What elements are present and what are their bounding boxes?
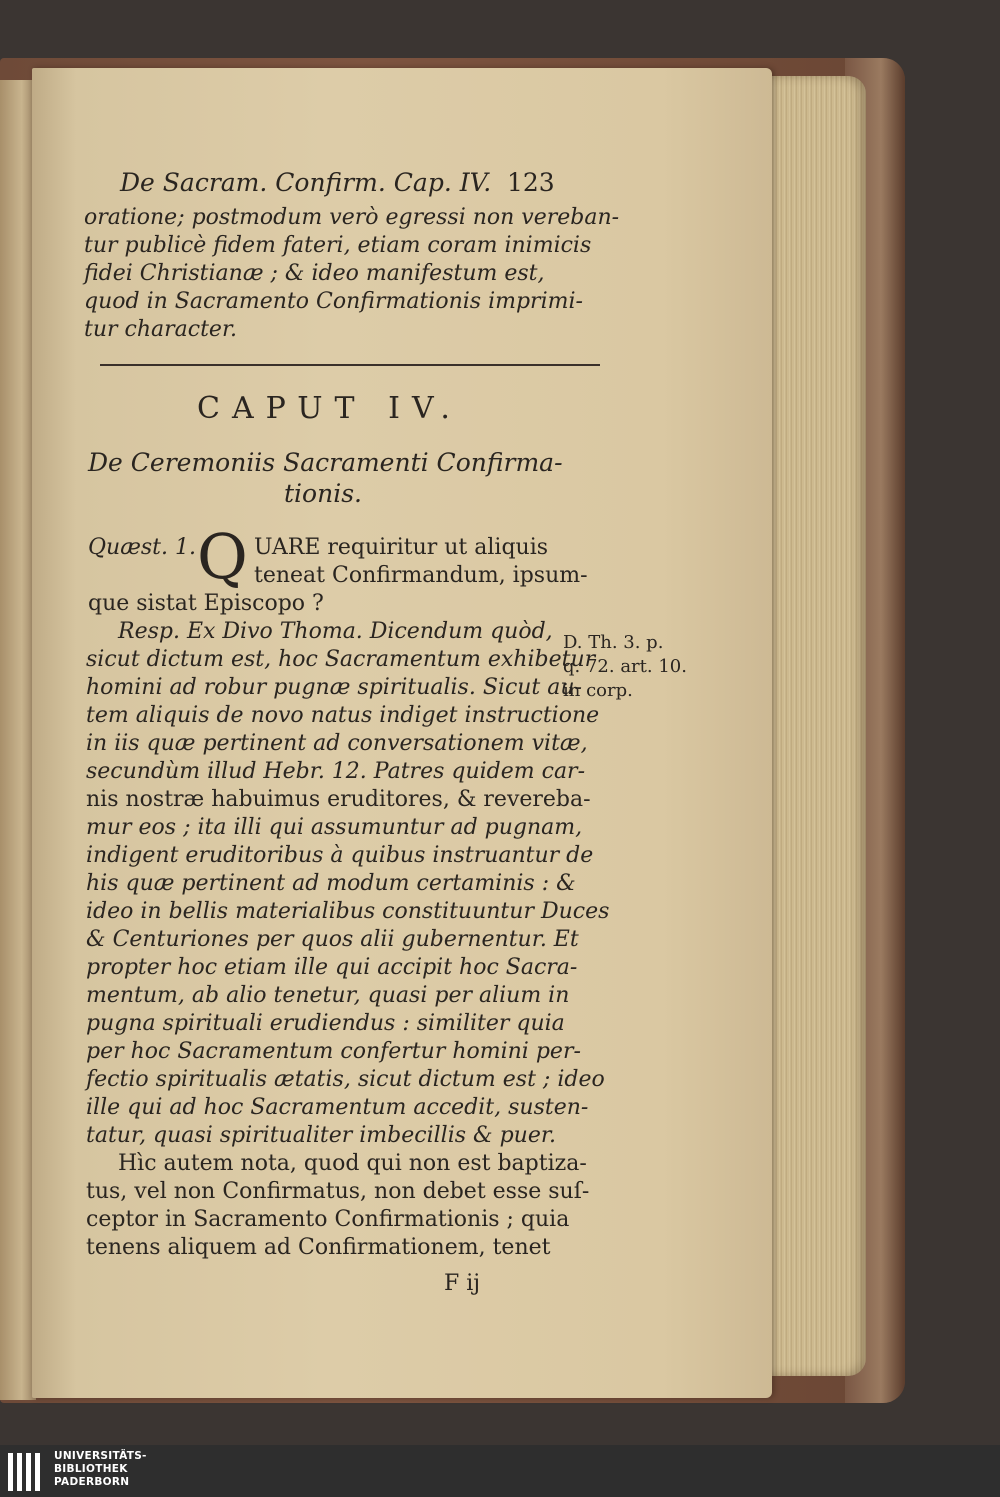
chapter-subtitle: tionis. [284,479,362,508]
signature-mark: F ij [444,1271,481,1296]
text-line: tatur, quasi spiritualiter imbecillis & puer. [86,1123,556,1148]
question-line: teneat Confirmandum, ipsum- [254,563,588,588]
text-line: ille qui ad hoc Sacramentum accedit, susten- [86,1095,589,1120]
margin-note: in corp. [563,680,633,701]
text-line: indigent eruditoribus à quibus instruantur de [86,843,594,868]
text-line: fidei Christianæ ; & ideo manifestum est, [84,261,545,286]
text-line: per hoc Sacramentum confertur homini per- [86,1039,581,1064]
page-number: 123 [507,168,555,197]
logo-line: UNIVERSITÄTS- [54,1450,147,1462]
library-logo-text [54,1450,147,1489]
text-line: secundùm illud Hebr. 12. Patres quidem car- [86,759,586,784]
running-title: De Sacram. Confirm. Cap. IV. [120,168,492,197]
text-line: sicut dictum est, hoc Sacramentum exhibetur [86,647,596,672]
section-rule [100,364,600,366]
chapter-title: CAPUT IV. [197,391,462,426]
library-footer [0,1445,1000,1497]
page-text [32,68,772,1398]
text-line: mentum, ab alio tenetur, quasi per alium in [86,983,570,1008]
question-line: que sistat Episcopo ? [88,591,324,616]
text-line: oratione; postmodum verò egressi non vereban- [84,205,620,230]
text-line: tenens aliquem ad Confirmationem, tenet [86,1235,551,1260]
text-line: tur character. [84,317,238,342]
text-line: & Centuriones per quos alii gubernentur. Et [86,927,579,952]
text-line: in iis quæ pertinent ad conversationem vitæ, [86,731,588,756]
text-line: ceptor in Sacramento Confirmationis ; quia [86,1207,570,1232]
text-line: propter hoc etiam ille qui accipit hoc Sacra- [86,955,578,980]
text-line: tur publicè fidem fateri, etiam coram inimicis [84,233,592,258]
margin-note: q. 72. art. 10. [563,656,687,677]
text-line: Hìc autem nota, quod qui non est baptiza- [118,1151,587,1176]
text-line: homini ad robur pugnæ spiritualis. Sicut au- [86,675,582,700]
text-line: his quæ pertinent ad modum certaminis : & [86,871,576,896]
facing-page-edge [0,80,36,1400]
question-line: UARE requiritur ut aliquis [254,535,549,560]
logo-line: PADERBORN [54,1476,130,1488]
text-line: nis nostræ habuimus eruditores, & reverеba- [86,787,591,812]
logo-line: BIBLIOTHEK [54,1463,128,1475]
drop-cap: Q [197,520,248,593]
text-line: pugna spirituali erudiendus : similiter quia [86,1011,565,1036]
text-line: quod in Sacramento Confirmationis imprimi- [84,289,583,314]
chapter-subtitle: De Ceremoniis Sacramenti Confirma- [88,448,563,477]
margin-note: D. Th. 3. p. [563,632,664,653]
text-line: Resp. Ex Divo Thoma. Dicendum quòd, [118,619,553,644]
question-label: Quæst. 1. [88,535,196,560]
text-line: ideo in bellis materialibus constituuntur Duces [86,899,610,924]
book-page [32,68,772,1398]
text-line: tus, vel non Confirmatus, non debet esse suſ- [86,1179,590,1204]
text-line: fectio spiritualis ætatis, sicut dictum est ; ideo [86,1067,605,1092]
text-line: mur eos ; ita illi qui assumuntur ad pugnam, [86,815,583,840]
text-line: tem aliquis de novo natus indiget instructione [86,703,600,728]
